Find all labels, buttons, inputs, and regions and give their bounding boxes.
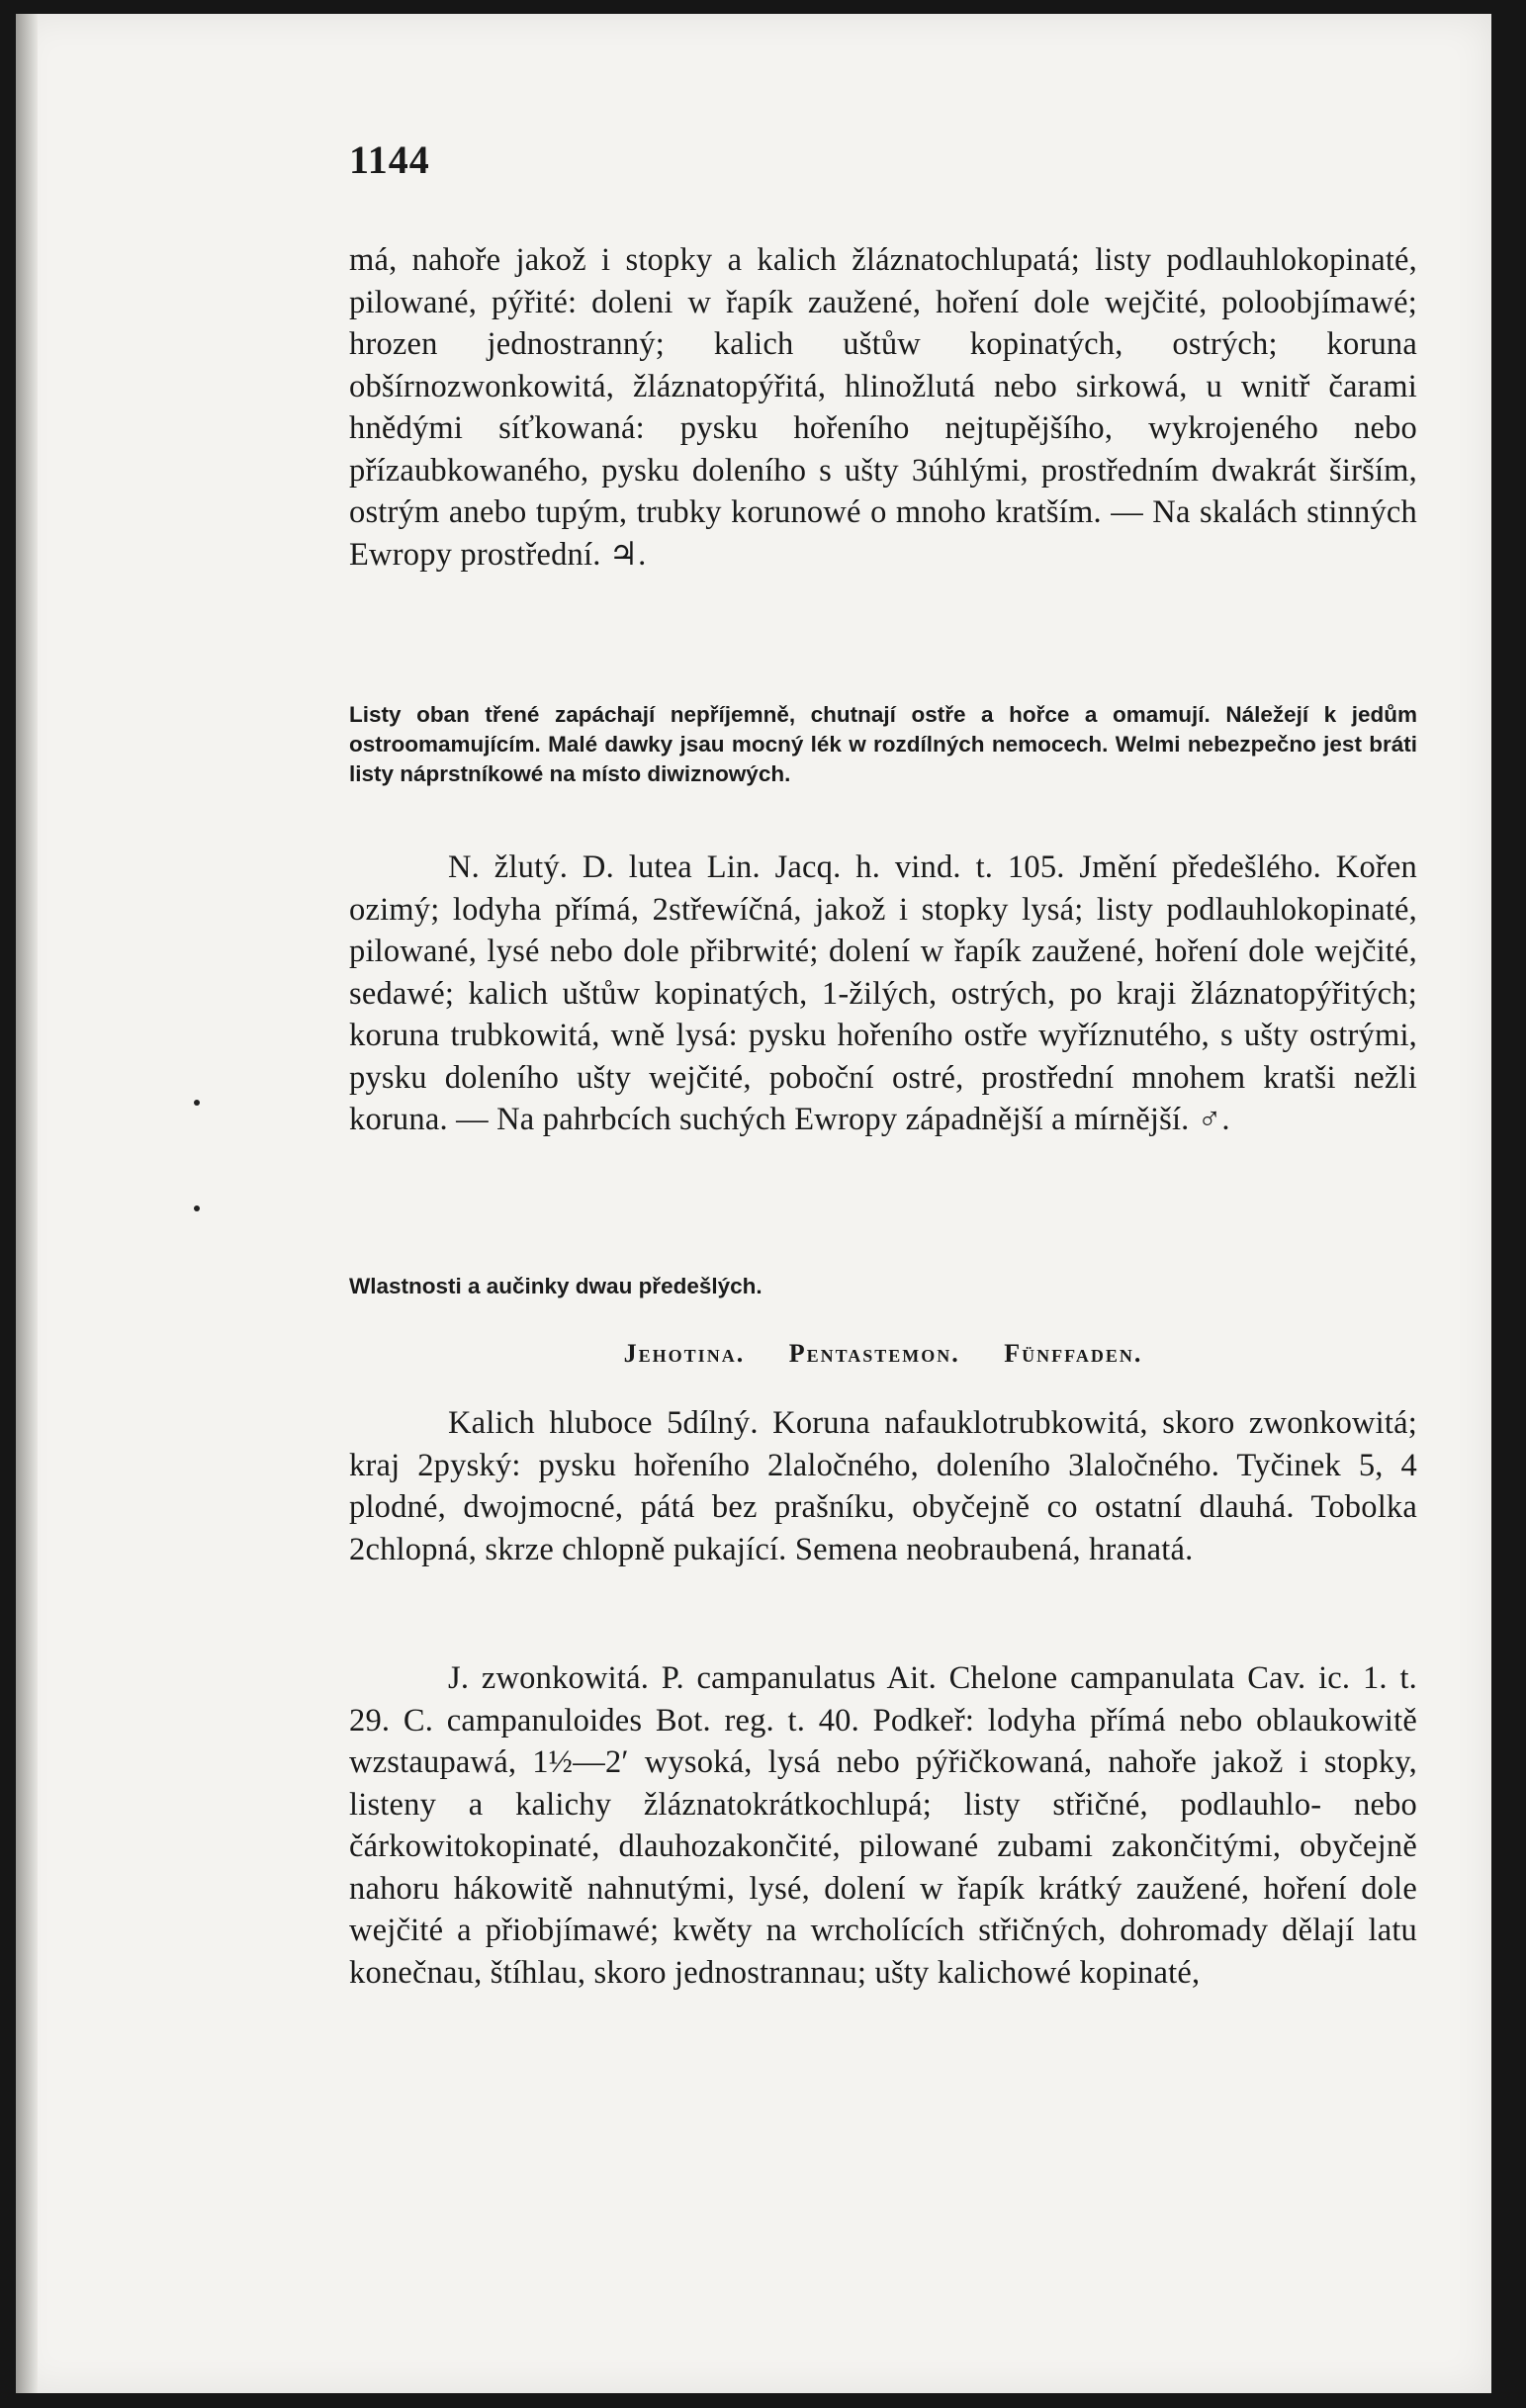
genus-heading: [349, 1339, 1417, 1369]
book-page: [16, 14, 1491, 2393]
page-binding-edge: [16, 14, 38, 2393]
margin-dot: [194, 1205, 200, 1211]
paragraph-species-campanulatus: J. zwonkowitá. P. campanulatus Ait. Chelone campanulata Cav. ic. 1. t. 29. C. campanuloides Bot. reg. t. 40. Podkeř: lodyha přímá nebo oblaukowitě wzstaupawá, 1½—2′ wysoká, lysá nebo pýřičkowaná, nahoře jakož i stopky, listeny a kalichy žláznatokrátkochlupá; listy střičné, podlauhlo- nebo čárkowitokopinaté, dlauhozakončité, pilowané zubami zakončitými, obyčejně nahoru hákowitě nahnutými, lysé, dolení w řapík krátký zaužené, hoření dole wejčité a přiobjímawé; kwěty na wrcholících střičných, dohromady dělají latu konečnau, štíhlau, skoro jednostrannau; ušty kalichowé kopinaté,: [349, 1660, 1417, 1991]
paragraph-genus-description: Kalich hluboce 5dílný. Koruna nafauklotrubkowitá, skoro zwonkowitá; kraj 2pyský: pysku hořeního 2laločného, doleního 3laločného. Tyčinek 5, 4 plodné, dwojmocné, pátá bez prašníku, obyčejně co ostatní dlauhá. Tobolka 2chlopná, skrze chlopně pukající. Semena neobraubená, hranatá.: [349, 1405, 1417, 1567]
paragraph-species-continued: má, nahoře jakož i stopky a kalich žláznatochlupatá; listy podlauhlokopinaté, pilowané, pýřité: doleni w řapík zaužené, hoření dole wejčité, poloobjímawé; hrozen jednostranný; kalich uštůw kopinatých, ostrých; koruna obšírnozwonkowitá, žláznatopýřitá, hlinožlutá nebo sirkowá, u wnitř čarami hnědými síťkowaná: pysku hořeního nejtupějšího, wykrojeného nebo přízaubkowaného, pysku doleního s ušty 3úhlými, prostředním dwakrát širším, ostrým anebo tupým, trubky korunowé o mnoho kratším. — Na skalách stinných Ewropy prostřední. ♃.: [349, 242, 1417, 573]
genus-name-german: Fünffaden.: [1004, 1339, 1143, 1368]
genus-name-latin: Pentastemon.: [788, 1339, 960, 1368]
note-properties-short: Wlastnosti a aučinky dwau předešlých.: [349, 1274, 763, 1298]
genus-name-czech: Jehotina.: [623, 1339, 746, 1368]
page-number: 1144: [349, 137, 430, 182]
paragraph-species-lutea: N. žlutý. D. lutea Lin. Jacq. h. vind. t. 105. Jmění předešlého. Kořen ozimý; lodyha přímá, 2střewíčná, jakož i stopky lysá; listy podlauhlokopinaté, pilowané, lysé nebo dole přibrwité; dolení w řapík zaužené, hoření dole wejčité, sedawé; kalich uštůw kopinatých, 1-žilých, ostrých, po kraji žláznatopýřitých; koruna trubkowitá, wně lysá: pysku hořeního ostře wyříznutého, s ušty ostrými, pysku doleního ušty wejčité, poboční ostré, prostřední mnohem kratši nežli koruna. — Na pahrbcích suchých Ewropy západnější a mírnější. ♂.: [349, 849, 1417, 1137]
margin-dot: [194, 1100, 200, 1106]
note-properties: Listy oban třené zapáchají nepříjemně, chutnají ostře a hořce a omamují. Náležejí k jedům ostroomamujícím. Malé dawky jsau mocný lék w rozdílných nemocech. Welmi nebezpečno jest bráti listy náprstníkowé na místo diwiznowých.: [349, 702, 1417, 786]
